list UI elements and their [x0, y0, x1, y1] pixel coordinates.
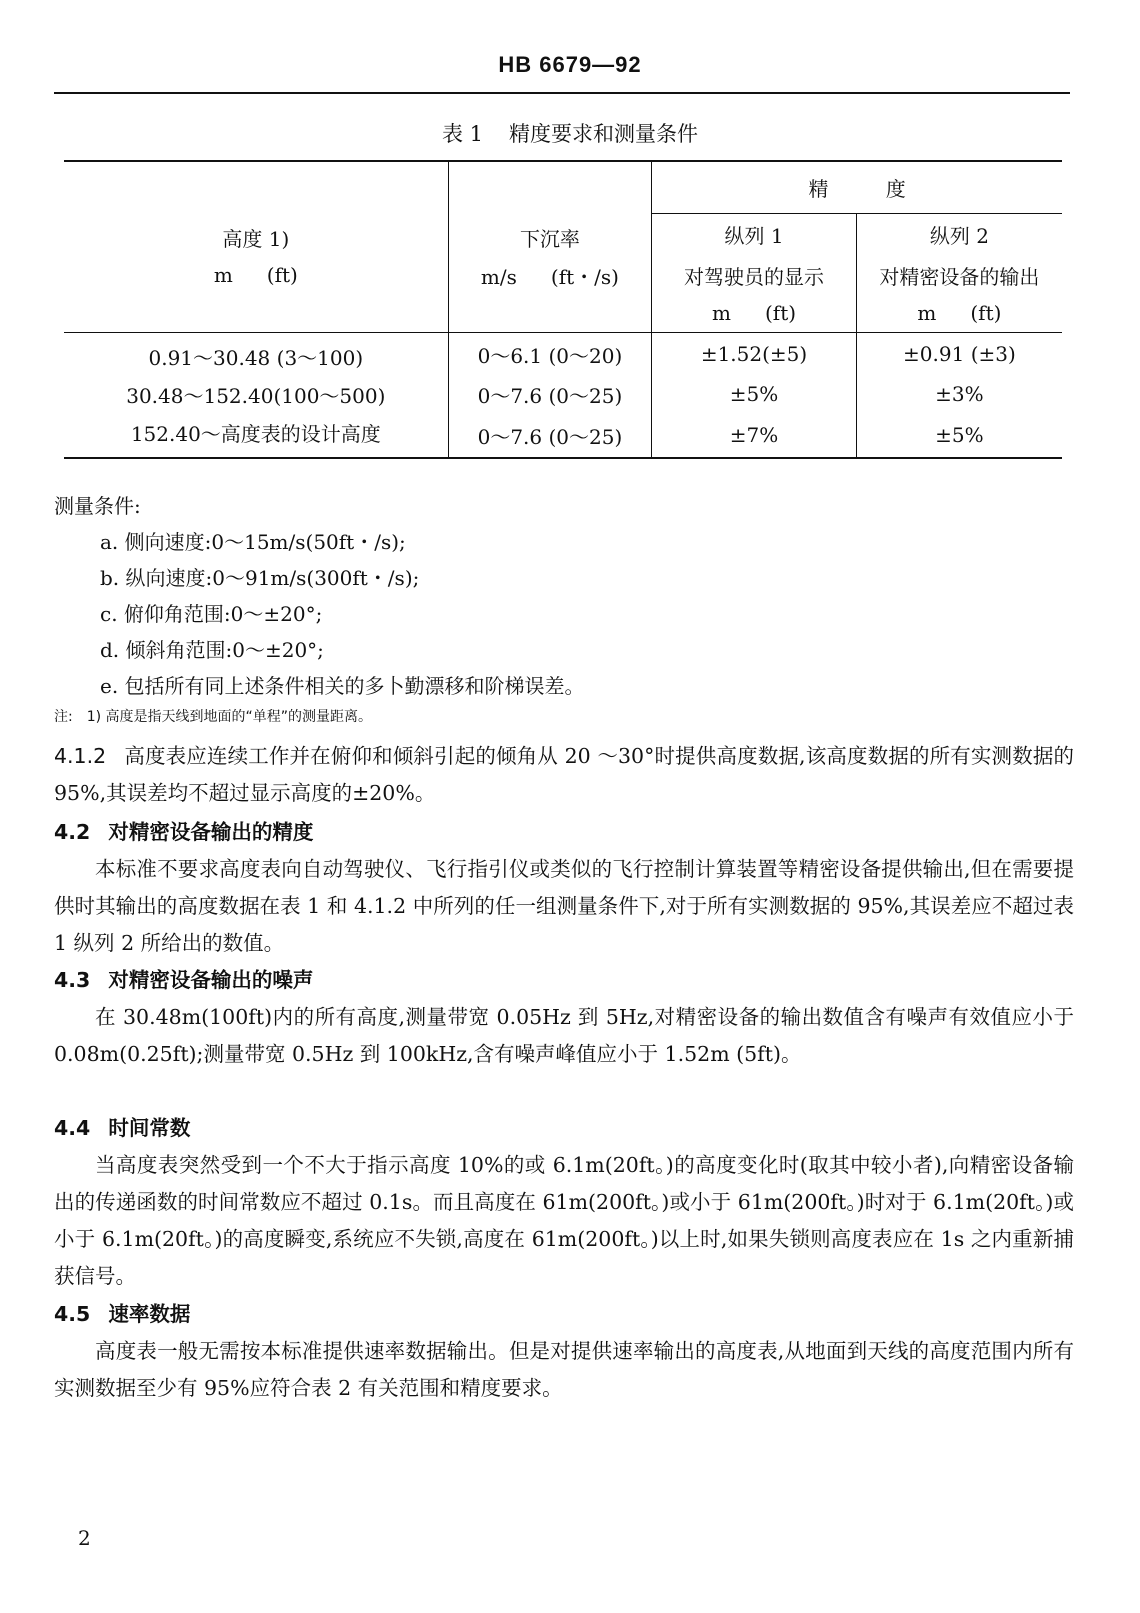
section-heading: 时间常数 [108, 1116, 191, 1140]
cell-sink: 0～7.6 (0～25) [448, 413, 652, 458]
header-altitude-units: m (ft) [213, 263, 298, 287]
measurement-conditions [54, 488, 1074, 704]
table-caption [0, 118, 1140, 148]
header-col2-title: 纵列 2 [856, 213, 1062, 256]
section-text: 高度表应连续工作并在俯仰和倾斜引起的倾角从 20 ～30°时提供高度数据,该高度数据的所有实测数据的 95%,其误差均不超过显示高度的±20%。 [54, 744, 1074, 805]
cell-altitude: 152.40～高度表的设计高度 [64, 413, 448, 458]
page-number: 2 [78, 1526, 91, 1550]
header-altitude: 高度 1) [64, 161, 448, 256]
table-caption-title: 精度要求和测量条件 [509, 122, 699, 146]
cell-altitude: 30.48～152.40(100～500) [126, 383, 386, 408]
conditions-title: 测量条件: [54, 494, 141, 518]
section-number: 4.3 [54, 968, 91, 992]
header-col2-sub: 对精密设备的输出 [856, 256, 1062, 294]
header-col1-title: 纵列 1 [652, 213, 857, 256]
header-col1-units: m (ft) [652, 294, 857, 333]
section-text: 当高度表突然受到一个不大于指示高度 10%的或 6.1m(20ft。)的高度变化时(取其中较小者),向精密设备输出的传递函数的时间常数应不超过 0.1s。而且高度在 61m(200ft。)或小于 61m(200ft。)时对于 6.1m(20ft。)或小于 6.1m(20ft。)的高度瞬变,系统应不失锁,高度在 61m(200ft。)以上时,如果失锁则高度表应在 1s 之内重新捕获信号。 [54, 1153, 1074, 1288]
header-accuracy: 精 度 [652, 161, 1062, 213]
section-text: 本标准不要求高度表向自动驾驶仪、飞行指引仪或类似的飞行控制计算装置等精密设备提供输出,但在需要提供时其输出的高度数据在表 1 和 4.1.2 中所列的任一组测量条件下,对于所有实测数据的 95%,其误差应不超过表 1 纵列 2 所给出的数值。 [54, 857, 1074, 955]
section-heading: 对精密设备输出的精度 [108, 820, 314, 844]
header-sink-rate: 下沉率 [448, 161, 652, 256]
section-4-4 [54, 1110, 1074, 1295]
header-rule [54, 92, 1070, 94]
section-number: 4.5 [54, 1302, 91, 1326]
document-id-header: HB 6679—92 [498, 52, 642, 77]
cell-col1: ±1.52(±5) [652, 333, 857, 376]
cell-col1: ±7% [652, 413, 857, 458]
table-row [64, 333, 1062, 376]
condition-item: e. 包括所有同上述条件相关的多卜勤漂移和阶梯误差。 [100, 674, 585, 698]
table-footnote: 注: 1) 高度是指天线到地面的“单程”的测量距离。 [54, 709, 373, 725]
condition-item: c. 俯仰角范围:0～±20°; [100, 602, 323, 626]
cell-col1: ±5% [652, 375, 857, 413]
accuracy-table [64, 160, 1062, 459]
header-col2-units: m (ft) [856, 294, 1062, 333]
cell-sink: 0～7.6 (0～25) [448, 375, 652, 413]
condition-item: a. 侧向速度:0～15m/s(50ft・/s); [100, 530, 406, 554]
section-number: 4.4 [54, 1116, 91, 1140]
section-heading: 对精密设备输出的噪声 [108, 968, 314, 992]
cell-altitude: 0.91～30.48 (3～100) [64, 333, 448, 376]
cell-sink: 0～6.1 (0～20) [448, 333, 652, 376]
cell-col2: ±0.91 (±3) [856, 333, 1062, 376]
section-4-3 [54, 962, 1074, 1073]
section-number: 4.2 [54, 820, 91, 844]
section-heading: 速率数据 [108, 1302, 191, 1326]
cell-col2: ±5% [856, 413, 1062, 458]
section-text: 在 30.48m(100ft)内的所有高度,测量带宽 0.05Hz 到 5Hz,对精密设备的输出数值含有噪声有效值应小于 0.08m(0.25ft);测量带宽 0.5Hz 到 100kHz,含有噪声峰值应小于 1.52m (5ft)。 [54, 1005, 1074, 1066]
table-row [64, 413, 1062, 458]
header-sink-units: m/s (ft・/s) [448, 256, 652, 294]
table-caption-number: 表 1 [441, 122, 484, 146]
section-4-1-2 [54, 738, 1074, 812]
section-4-5 [54, 1296, 1074, 1407]
table-row [64, 375, 1062, 413]
header-col1-sub: 对驾驶员的显示 [652, 256, 857, 294]
condition-item: b. 纵向速度:0～91m/s(300ft・/s); [100, 566, 420, 590]
cell-col2: ±3% [856, 375, 1062, 413]
condition-item: d. 倾斜角范围:0～±20°; [100, 638, 324, 662]
section-4-2 [54, 814, 1074, 962]
section-number: 4.1.2 [54, 744, 107, 768]
section-text: 高度表一般无需按本标准提供速率数据输出。但是对提供速率输出的高度表,从地面到天线的高度范围内所有实测数据至少有 95%应符合表 2 有关范围和精度要求。 [54, 1339, 1074, 1400]
